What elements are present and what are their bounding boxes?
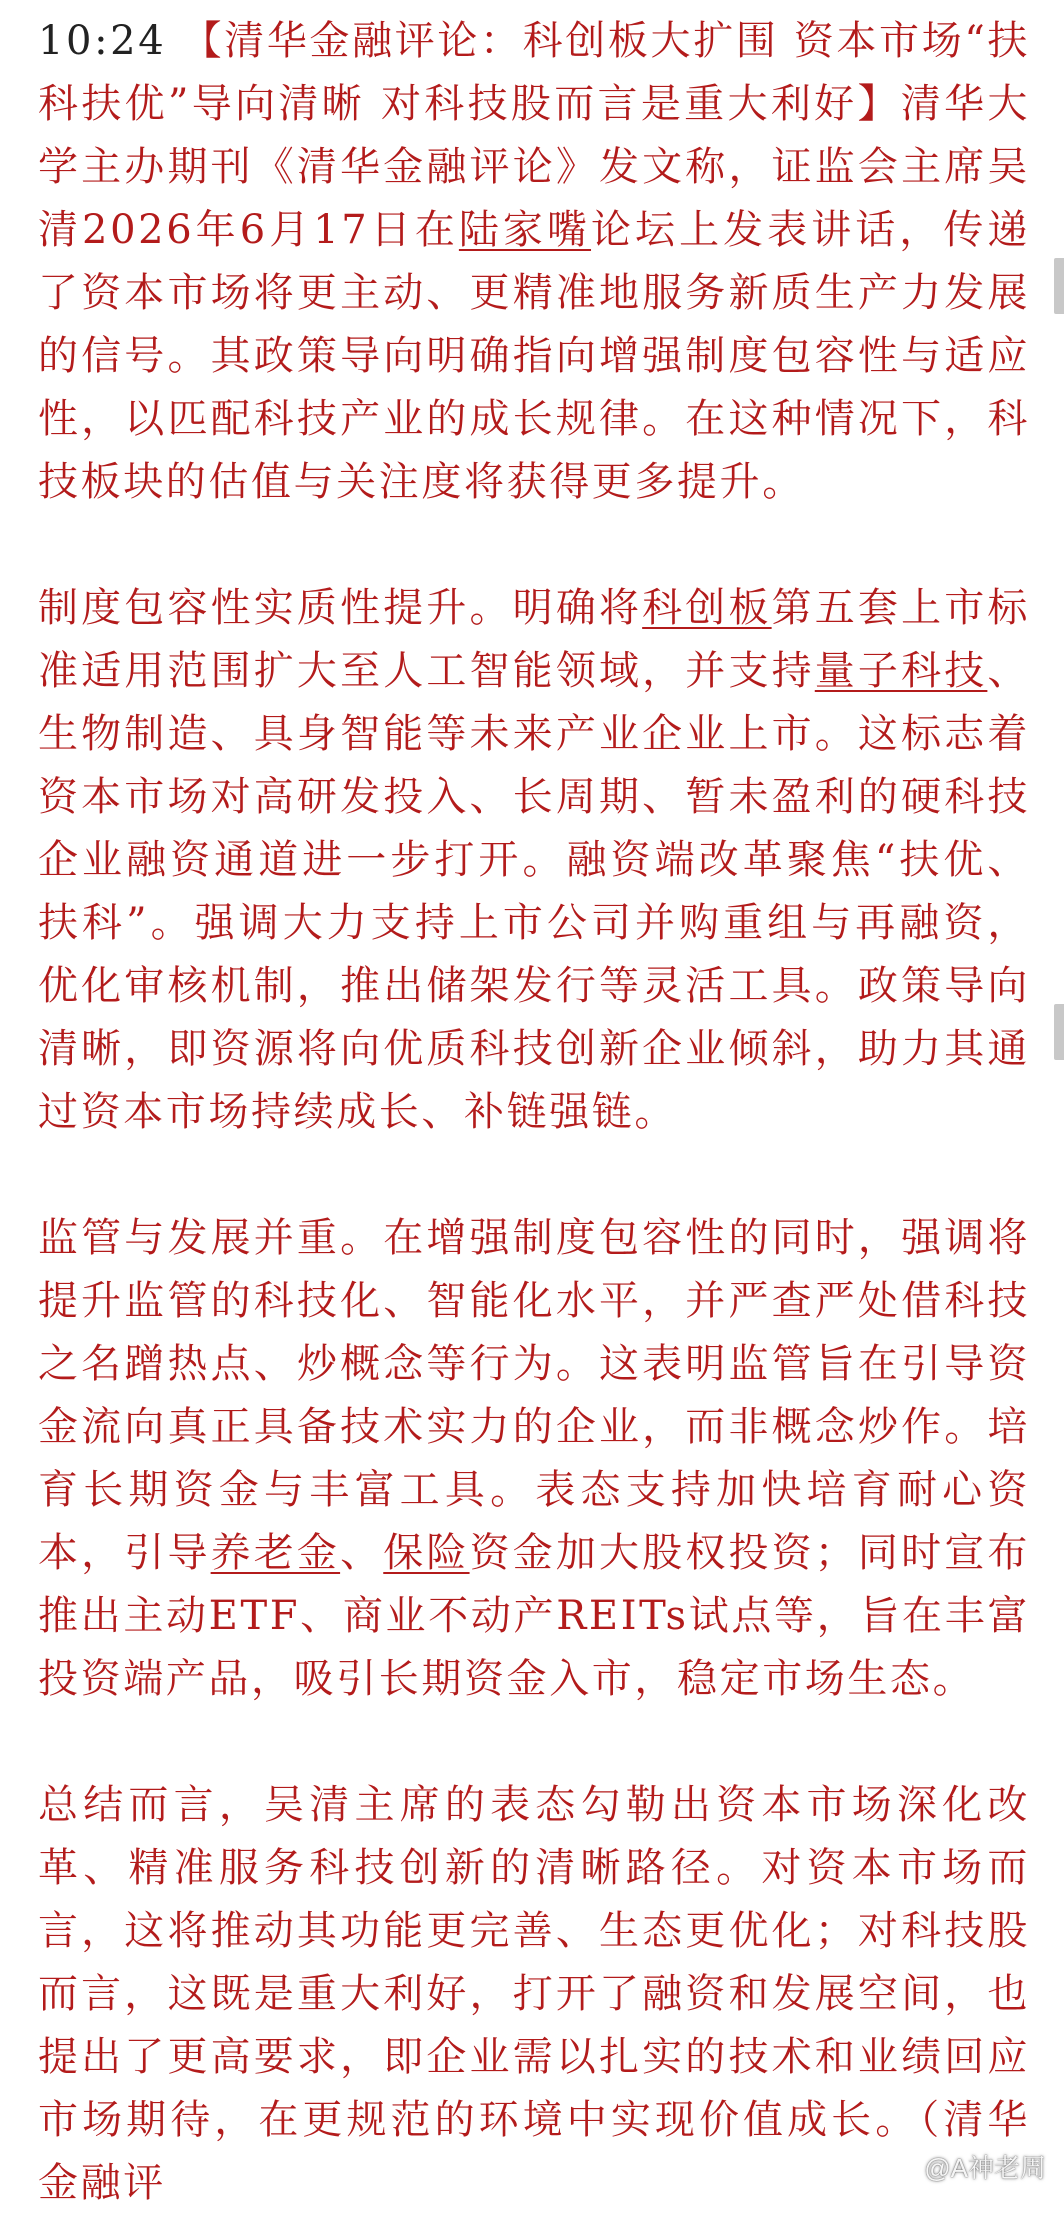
paragraph-text: 第五套上市标准适用范围扩大至人工智能领域，并支持 <box>38 585 1030 694</box>
keyword-link[interactable]: 保险 <box>383 1530 470 1576</box>
watermark-text: @A神老周 <box>924 2153 1046 2183</box>
paragraph-text: 论坛上发表讲话，传递了资本市场将更主动、更精准地服务新质生产力发展的信号。其政策导向明确指向增强制度包容性与适应性，以匹配科技产业的成长规律。在这种情况下，科技板块的估值与关注度将获得更多提升。 <box>38 207 1030 505</box>
article-paragraph <box>38 577 1030 1144</box>
keyword-link[interactable]: 科创板 <box>642 585 772 631</box>
keyword-link[interactable]: 量子科技 <box>814 648 988 694</box>
keyword-link[interactable]: 陆家嘴 <box>458 207 592 253</box>
paragraph-text: 总结而言，吴清主席的表态勾勒出资本市场深化改革、精准服务科技创新的清晰路径。对资本市场而言，这将推动其功能更完善、生态更优化；对科技股而言，这既是重大利好，打开了融资和发展空间，也提出了更高要求，即企业需以扎实的技术和业绩回应市场期待，在更规范的环境中实现价值成长。（清华金融评 <box>38 1782 1030 2206</box>
paragraph-text: 制度包容性实质性提升。明确将 <box>38 585 643 631</box>
paragraph-text: 、 <box>340 1530 384 1576</box>
scroll-indicator-upper[interactable] <box>1054 258 1064 314</box>
article-paragraph <box>38 1207 1030 1711</box>
article-paragraph <box>38 10 1030 514</box>
timestamp: 10:24 <box>38 18 182 64</box>
scroll-indicator-lower[interactable] <box>1054 1004 1064 1060</box>
paragraph-text: 【清华金融评论：科创板大扩围 资本市场“扶科扶优”导向清晰 对科技股而言是重大利好】清华大学主办期刊《清华金融评论》发文称，证监会主席吴清2026年6月17日在 <box>38 18 1030 253</box>
paragraph-text: 监管与发展并重。在增强制度包容性的同时，强调将提升监管的科技化、智能化水平，并严查严处借科技之名蹭热点、炒概念等行为。这表明监管旨在引导资金流向真正具备技术实力的企业，而非概念炒作。培育长期资金与丰富工具。表态支持加快培育耐心资本，引导 <box>38 1215 1030 1576</box>
article-paragraph <box>38 1774 1030 2215</box>
article-body <box>38 10 1030 2215</box>
weibo-icon <box>888 2154 918 2180</box>
paragraph-text: 资金加大股权投资；同时宣布推出主动ETF、商业不动产REITs试点等，旨在丰富投资端产品，吸引长期资金入市，稳定市场生态。 <box>38 1530 1030 1702</box>
watermark <box>888 2148 1046 2185</box>
keyword-link[interactable]: 养老金 <box>210 1530 341 1576</box>
paragraph-text: 、生物制造、具身智能等未来产业企业上市。这标志着资本市场对高研发投入、长周期、暂未盈利的硬科技企业融资通道进一步打开。融资端改革聚焦“扶优、扶科”。强调大力支持上市公司并购重组与再融资，优化审核机制，推出储架发行等灵活工具。政策导向清晰，即资源将向优质科技创新企业倾斜，助力其通过资本市场持续成长、补链强链。 <box>38 648 1030 1135</box>
